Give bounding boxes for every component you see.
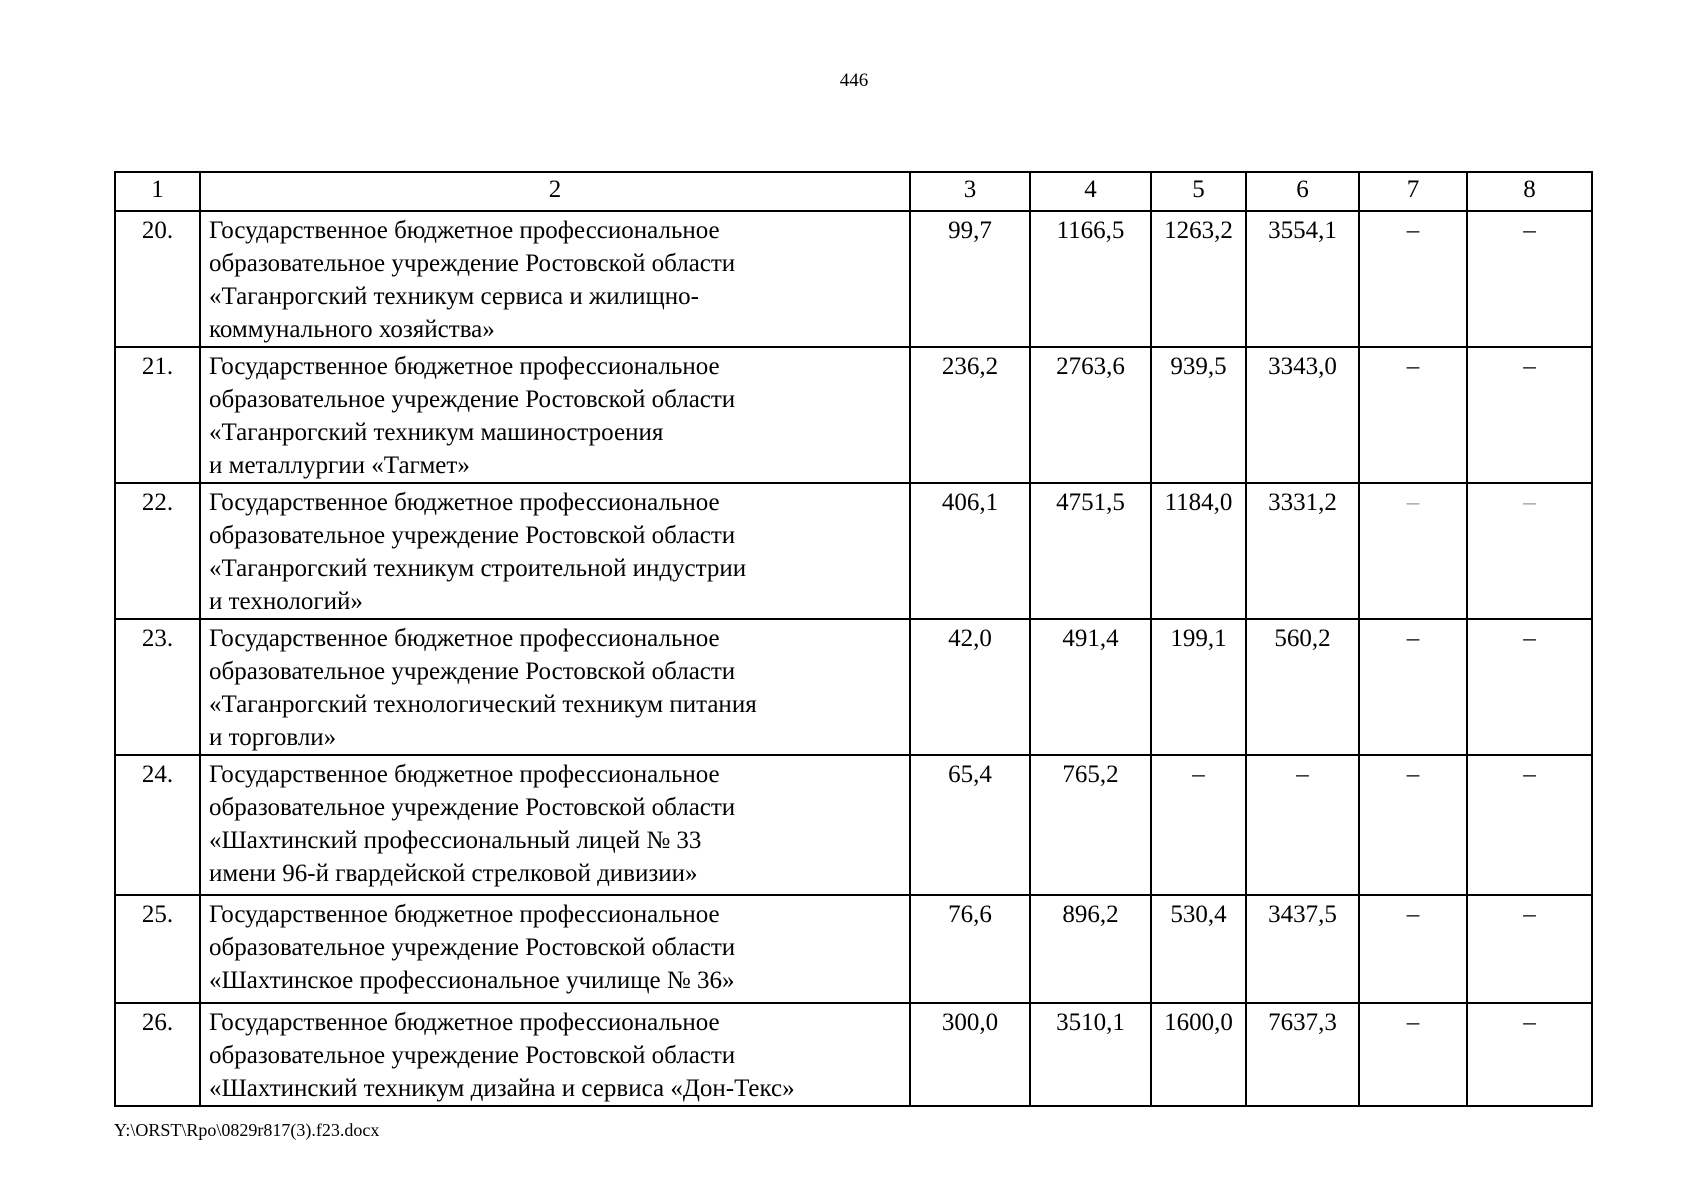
table-header-row bbox=[115, 172, 1592, 211]
institution-name-line: «Таганрогский техникум строительной индустрии bbox=[209, 555, 747, 582]
institution-name bbox=[200, 619, 910, 755]
table-row bbox=[115, 347, 1592, 483]
value-cell-col3: 76,6 bbox=[910, 895, 1030, 1003]
institution-name-line: образовательное учреждение Ростовской области bbox=[209, 522, 736, 549]
value-cell-col6: 7637,3 bbox=[1246, 1003, 1359, 1106]
header-cell: 5 bbox=[1151, 172, 1246, 211]
value-cell-col8: – bbox=[1467, 483, 1592, 619]
value-cell-col8: – bbox=[1467, 619, 1592, 755]
value-cell-col5: 939,5 bbox=[1151, 347, 1246, 483]
value-cell-col8: – bbox=[1467, 347, 1592, 483]
institution-name-line: и торговли» bbox=[209, 724, 337, 751]
institution-name-line: Государственное бюджетное профессиональное bbox=[209, 625, 720, 652]
institution-name bbox=[200, 1003, 910, 1106]
value-cell-col5: 1263,2 bbox=[1151, 211, 1246, 347]
header-cell: 8 bbox=[1467, 172, 1592, 211]
institution-name-line: Государственное бюджетное профессиональное bbox=[209, 489, 720, 516]
value-cell-col3: 406,1 bbox=[910, 483, 1030, 619]
value-cell-col4: 4751,5 bbox=[1030, 483, 1151, 619]
institution-name-line: Государственное бюджетное профессиональное bbox=[209, 1009, 720, 1036]
institution-name bbox=[200, 483, 910, 619]
file-path-footer: Y:\ORST\Rpo\0829r817(3).f23.docx bbox=[114, 1120, 380, 1140]
row-number: 24. bbox=[115, 755, 200, 895]
institution-name-line: имени 96-й гвардейской стрелковой дивизии» bbox=[209, 860, 698, 887]
value-cell-col4: 896,2 bbox=[1030, 895, 1151, 1003]
header-cell: 6 bbox=[1246, 172, 1359, 211]
table-row bbox=[115, 483, 1592, 619]
institution-name-line: Государственное бюджетное профессиональное bbox=[209, 761, 720, 788]
value-cell-col6: 3437,5 bbox=[1246, 895, 1359, 1003]
value-cell-col5: – bbox=[1151, 755, 1246, 895]
institution-name bbox=[200, 755, 910, 895]
table-row bbox=[115, 895, 1592, 1003]
value-cell-col3: 300,0 bbox=[910, 1003, 1030, 1106]
value-cell-col7: – bbox=[1359, 619, 1467, 755]
value-cell-col8: – bbox=[1467, 211, 1592, 347]
value-cell-col6: 3331,2 bbox=[1246, 483, 1359, 619]
institution-name-line: Государственное бюджетное профессиональное bbox=[209, 217, 720, 244]
institution-name-line: Государственное бюджетное профессиональное bbox=[209, 353, 720, 380]
institution-name-line: и технологий» bbox=[209, 588, 363, 615]
value-cell-col7: – bbox=[1359, 755, 1467, 895]
row-number: 20. bbox=[115, 211, 200, 347]
value-cell-col6: 560,2 bbox=[1246, 619, 1359, 755]
row-number: 26. bbox=[115, 1003, 200, 1106]
value-cell-col4: 491,4 bbox=[1030, 619, 1151, 755]
value-cell-col3: 236,2 bbox=[910, 347, 1030, 483]
header-cell: 3 bbox=[910, 172, 1030, 211]
institution-name-line: «Таганрогский техникум сервиса и жилищно- bbox=[209, 283, 699, 310]
header-cell: 1 bbox=[115, 172, 200, 211]
header-cell: 2 bbox=[200, 172, 910, 211]
institution-name-line: Государственное бюджетное профессиональное bbox=[209, 901, 720, 928]
value-cell-col4: 2763,6 bbox=[1030, 347, 1151, 483]
value-cell-col7: – bbox=[1359, 483, 1467, 619]
table-row bbox=[115, 619, 1592, 755]
value-cell-col5: 1600,0 bbox=[1151, 1003, 1246, 1106]
institution-name-line: образовательное учреждение Ростовской области bbox=[209, 794, 736, 821]
page-number: 446 bbox=[839, 70, 869, 91]
header-cell: 7 bbox=[1359, 172, 1467, 211]
row-number: 21. bbox=[115, 347, 200, 483]
value-cell-col5: 199,1 bbox=[1151, 619, 1246, 755]
institution-name-line: «Шахтинское профессиональное училище № 36» bbox=[209, 967, 735, 994]
institution-name-line: образовательное учреждение Ростовской области bbox=[209, 386, 736, 413]
row-number: 25. bbox=[115, 895, 200, 1003]
value-cell-col8: – bbox=[1467, 1003, 1592, 1106]
value-cell-col4: 1166,5 bbox=[1030, 211, 1151, 347]
value-cell-col4: 765,2 bbox=[1030, 755, 1151, 895]
institution-name-line: образовательное учреждение Ростовской области bbox=[209, 934, 736, 961]
value-cell-col6: 3554,1 bbox=[1246, 211, 1359, 347]
value-cell-col3: 42,0 bbox=[910, 619, 1030, 755]
institution-name-line: «Таганрогский техникум машиностроения bbox=[209, 419, 664, 446]
table-row bbox=[115, 1003, 1592, 1106]
value-cell-col8: – bbox=[1467, 755, 1592, 895]
row-number: 23. bbox=[115, 619, 200, 755]
value-cell-col3: 65,4 bbox=[910, 755, 1030, 895]
value-cell-col7: – bbox=[1359, 347, 1467, 483]
institution-name bbox=[200, 895, 910, 1003]
value-cell-col6: 3343,0 bbox=[1246, 347, 1359, 483]
value-cell-col3: 99,7 bbox=[910, 211, 1030, 347]
value-cell-col7: – bbox=[1359, 895, 1467, 1003]
row-number: 22. bbox=[115, 483, 200, 619]
value-cell-col6: – bbox=[1246, 755, 1359, 895]
value-cell-col7: – bbox=[1359, 211, 1467, 347]
institution-name-line: «Шахтинский техникум дизайна и сервиса «Дон-Текс» bbox=[209, 1075, 795, 1102]
value-cell-col5: 530,4 bbox=[1151, 895, 1246, 1003]
institution-name-line: «Шахтинский профессиональный лицей № 33 bbox=[209, 827, 702, 854]
institution-name-line: коммунального хозяйства» bbox=[209, 316, 495, 343]
institution-name-line: образовательное учреждение Ростовской области bbox=[209, 250, 736, 277]
institution-name-line: «Таганрогский технологический техникум питания bbox=[209, 691, 757, 718]
institution-name-line: образовательное учреждение Ростовской области bbox=[209, 658, 736, 685]
value-cell-col5: 1184,0 bbox=[1151, 483, 1246, 619]
budget-table bbox=[114, 171, 1593, 1107]
table-row bbox=[115, 755, 1592, 895]
institution-name-line: образовательное учреждение Ростовской области bbox=[209, 1042, 736, 1069]
value-cell-col4: 3510,1 bbox=[1030, 1003, 1151, 1106]
institution-name-line: и металлургии «Тагмет» bbox=[209, 452, 470, 479]
header-cell: 4 bbox=[1030, 172, 1151, 211]
value-cell-col7: – bbox=[1359, 1003, 1467, 1106]
table-row bbox=[115, 211, 1592, 347]
value-cell-col8: – bbox=[1467, 895, 1592, 1003]
institution-name bbox=[200, 347, 910, 483]
institution-name bbox=[200, 211, 910, 347]
